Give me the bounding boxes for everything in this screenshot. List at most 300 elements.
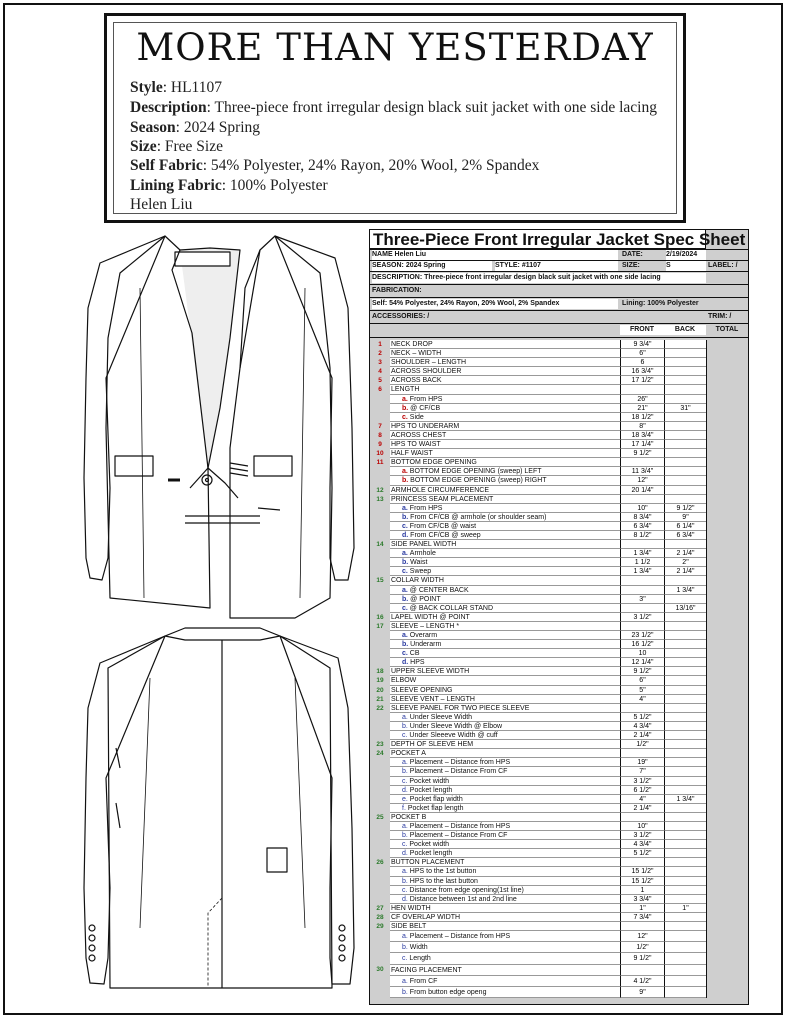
spec-row xyxy=(370,713,748,722)
row-back-value xyxy=(664,987,706,998)
row-front-value xyxy=(620,604,664,613)
row-front-value: 12" xyxy=(620,931,664,942)
row-description: ARMHOLE CIRCUMFERENCE xyxy=(390,486,620,495)
row-total-value xyxy=(706,540,748,549)
row-number: 21 xyxy=(370,695,390,704)
row-description: b. BOTTOM EDGE OPENING (sweep) RIGHT xyxy=(390,476,620,485)
spec-row xyxy=(370,413,748,422)
back-jacket-sketch xyxy=(84,628,354,988)
row-front-value xyxy=(620,540,664,549)
row-number xyxy=(370,867,390,876)
row-front-value: 20 1/4" xyxy=(620,486,664,495)
row-description: c. Distance from edge opening(1st line) xyxy=(390,886,620,895)
row-back-value xyxy=(664,804,706,813)
col-total: TOTAL xyxy=(715,326,739,333)
row-total-value xyxy=(706,953,748,964)
row-total-value xyxy=(706,822,748,831)
row-front-value: 8" xyxy=(620,422,664,431)
spec-row xyxy=(370,540,748,549)
row-description: f. Pocket flap length xyxy=(390,804,620,813)
row-number: 30 xyxy=(370,965,390,976)
row-front-value: 4 1/2" xyxy=(620,976,664,987)
row-description: DEPTH OF SLEEVE HEM xyxy=(390,740,620,749)
size-line: Size: Free Size xyxy=(130,138,223,155)
row-number xyxy=(370,604,390,613)
spec-row xyxy=(370,395,748,404)
row-front-value: 1 3/4" xyxy=(620,567,664,576)
row-total-value xyxy=(706,367,748,376)
row-number xyxy=(370,804,390,813)
spec-row xyxy=(370,558,748,567)
spec-row xyxy=(370,495,748,504)
row-number: 10 xyxy=(370,449,390,458)
row-description: SIDE BELT xyxy=(390,922,620,931)
row-description: a. BOTTOM EDGE OPENING (sweep) LEFT xyxy=(390,467,620,476)
spec-description: DESCRIPTION: Three-piece front irregular design black suit jacket with one side lacing xyxy=(372,273,706,283)
row-total-value xyxy=(706,649,748,658)
row-front-value: 9 3/4" xyxy=(620,340,664,349)
spec-row xyxy=(370,922,748,931)
row-total-value xyxy=(706,758,748,767)
row-back-value xyxy=(664,953,706,964)
spec-row xyxy=(370,849,748,858)
row-number xyxy=(370,504,390,513)
row-back-value xyxy=(664,813,706,822)
row-number: 2 xyxy=(370,349,390,358)
spec-row xyxy=(370,595,748,604)
row-description: ELBOW xyxy=(390,676,620,685)
spec-row xyxy=(370,549,748,558)
row-number xyxy=(370,786,390,795)
row-total-value xyxy=(706,731,748,740)
spec-date: 2/19/2024 xyxy=(666,250,706,260)
spec-row xyxy=(370,631,748,640)
row-back-value xyxy=(664,640,706,649)
row-front-value: 4 3/4" xyxy=(620,840,664,849)
row-front-value: 8 1/2" xyxy=(620,531,664,540)
row-total-value xyxy=(706,395,748,404)
row-back-value xyxy=(664,686,706,695)
brand-title: MORE THAN YESTERDAY xyxy=(136,26,654,69)
spec-name: NAME Helen Liu xyxy=(372,250,618,260)
spec-row xyxy=(370,942,748,953)
row-number xyxy=(370,840,390,849)
row-number xyxy=(370,758,390,767)
row-number xyxy=(370,404,390,413)
spec-row xyxy=(370,340,748,349)
row-number: 13 xyxy=(370,495,390,504)
row-description: UPPER SLEEVE WIDTH xyxy=(390,667,620,676)
spec-row xyxy=(370,813,748,822)
row-total-value xyxy=(706,613,748,622)
row-number xyxy=(370,886,390,895)
row-back-value xyxy=(664,722,706,731)
spec-row xyxy=(370,987,748,998)
row-description: HALF WAIST xyxy=(390,449,620,458)
row-total-value xyxy=(706,965,748,976)
lining-fabric-line: Lining Fabric: 100% Polyester xyxy=(130,177,328,194)
row-front-value: 16 1/2" xyxy=(620,640,664,649)
row-number: 8 xyxy=(370,431,390,440)
row-total-value xyxy=(706,676,748,685)
row-total-value xyxy=(706,722,748,731)
row-total-value xyxy=(706,476,748,485)
row-number xyxy=(370,395,390,404)
row-back-value xyxy=(664,840,706,849)
row-back-value: 9" xyxy=(664,513,706,522)
spec-row xyxy=(370,531,748,540)
row-front-value: 18 1/2" xyxy=(620,413,664,422)
row-total-value xyxy=(706,431,748,440)
row-back-value xyxy=(664,431,706,440)
spec-row xyxy=(370,458,748,467)
row-front-value: 3 3/4" xyxy=(620,895,664,904)
spec-row xyxy=(370,358,748,367)
row-description: b. @ POINT xyxy=(390,595,620,604)
row-description: ACROSS CHEST xyxy=(390,431,620,440)
spec-row xyxy=(370,695,748,704)
row-front-value: 6 3/4" xyxy=(620,522,664,531)
row-back-value: 6 3/4" xyxy=(664,531,706,540)
row-front-value: 2 1/4" xyxy=(620,731,664,740)
row-number xyxy=(370,413,390,422)
spec-row xyxy=(370,649,748,658)
row-total-value xyxy=(706,349,748,358)
row-number xyxy=(370,767,390,776)
row-description: c. Length xyxy=(390,953,620,964)
row-description: c. @ BACK COLLAR STAND xyxy=(390,604,620,613)
row-total-value xyxy=(706,640,748,649)
row-front-value: 10" xyxy=(620,822,664,831)
row-total-value xyxy=(706,622,748,631)
spec-fabrication: FABRICATION: xyxy=(372,287,422,294)
row-description: SLEEVE OPENING xyxy=(390,686,620,695)
row-back-value xyxy=(664,458,706,467)
row-front-value: 10 xyxy=(620,649,664,658)
row-total-value xyxy=(706,458,748,467)
spec-row xyxy=(370,513,748,522)
spec-row xyxy=(370,586,748,595)
row-description: a. Placement – Distance from HPS xyxy=(390,931,620,942)
row-total-value xyxy=(706,495,748,504)
row-front-value xyxy=(620,922,664,931)
row-number xyxy=(370,476,390,485)
row-front-value: 11 3/4" xyxy=(620,467,664,476)
spec-row xyxy=(370,385,748,394)
row-front-value: 7" xyxy=(620,767,664,776)
row-total-value xyxy=(706,795,748,804)
spec-row xyxy=(370,658,748,667)
row-back-value xyxy=(664,867,706,876)
spec-row xyxy=(370,376,748,385)
spec-row xyxy=(370,831,748,840)
spec-row xyxy=(370,440,748,449)
row-number xyxy=(370,731,390,740)
row-front-value xyxy=(620,622,664,631)
row-front-value xyxy=(620,576,664,585)
row-number xyxy=(370,822,390,831)
row-back-value xyxy=(664,467,706,476)
spec-self-fabric: Self: 54% Polyester, 24% Rayon, 20% Wool, 2% Spandex xyxy=(372,299,618,309)
row-front-value: 4 3/4" xyxy=(620,722,664,731)
spec-row xyxy=(370,731,748,740)
row-back-value xyxy=(664,495,706,504)
row-number xyxy=(370,713,390,722)
row-total-value xyxy=(706,631,748,640)
row-front-value xyxy=(620,813,664,822)
spec-row xyxy=(370,767,748,776)
row-description: LENGTH xyxy=(390,385,620,394)
row-front-value: 6" xyxy=(620,676,664,685)
row-front-value: 3 1/2" xyxy=(620,777,664,786)
row-total-value xyxy=(706,522,748,531)
row-front-value xyxy=(620,749,664,758)
style-line: Style: HL1107 xyxy=(130,79,222,96)
row-description: b. Placement – Distance From CF xyxy=(390,831,620,840)
row-total-value xyxy=(706,413,748,422)
row-description: b. From CF/CB @ armhole (or shoulder seam) xyxy=(390,513,620,522)
spec-row xyxy=(370,704,748,713)
row-front-value: 1 3/4" xyxy=(620,549,664,558)
row-description: d. Distance between 1st and 2nd line xyxy=(390,895,620,904)
row-number: 4 xyxy=(370,367,390,376)
row-number xyxy=(370,942,390,953)
row-back-value xyxy=(664,376,706,385)
row-back-value xyxy=(664,913,706,922)
row-back-value xyxy=(664,895,706,904)
row-front-value: 17 1/4" xyxy=(620,440,664,449)
row-number xyxy=(370,877,390,886)
row-description: HEN WIDTH xyxy=(390,904,620,913)
row-back-value xyxy=(664,540,706,549)
spec-row xyxy=(370,758,748,767)
row-description: c. Pocket width xyxy=(390,777,620,786)
row-total-value xyxy=(706,786,748,795)
row-back-value xyxy=(664,576,706,585)
row-total-value xyxy=(706,858,748,867)
spec-row xyxy=(370,449,748,458)
row-total-value xyxy=(706,913,748,922)
spec-rows xyxy=(370,340,748,998)
row-total-value xyxy=(706,867,748,876)
row-back-value xyxy=(664,449,706,458)
row-front-value: 12 1/4" xyxy=(620,658,664,667)
row-number xyxy=(370,722,390,731)
row-description: d. From CF/CB @ sweep xyxy=(390,531,620,540)
row-total-value xyxy=(706,404,748,413)
row-number xyxy=(370,531,390,540)
spec-row xyxy=(370,904,748,913)
spec-label: LABEL: / xyxy=(708,262,738,269)
row-total-value xyxy=(706,777,748,786)
row-number xyxy=(370,931,390,942)
row-back-value xyxy=(664,440,706,449)
row-total-value xyxy=(706,804,748,813)
row-number xyxy=(370,976,390,987)
row-description: d. Pocket length xyxy=(390,786,620,795)
spec-row xyxy=(370,504,748,513)
neck-label xyxy=(175,252,230,266)
row-description: POCKET A xyxy=(390,749,620,758)
row-description: a. From CF xyxy=(390,976,620,987)
row-back-value xyxy=(664,777,706,786)
row-number: 28 xyxy=(370,913,390,922)
row-number xyxy=(370,649,390,658)
row-number xyxy=(370,513,390,522)
row-total-value xyxy=(706,942,748,953)
row-number: 16 xyxy=(370,613,390,622)
row-number: 5 xyxy=(370,376,390,385)
row-number xyxy=(370,831,390,840)
row-front-value: 21" xyxy=(620,404,664,413)
spec-sheet xyxy=(369,229,749,1005)
row-description: b. Under Sleeve Width @ Elbow xyxy=(390,722,620,731)
row-back-value: 1" xyxy=(664,904,706,913)
row-description: NECK – WIDTH xyxy=(390,349,620,358)
row-front-value: 17 1/2" xyxy=(620,376,664,385)
row-front-value xyxy=(620,704,664,713)
row-description: b. Placement – Distance From CF xyxy=(390,767,620,776)
row-total-value xyxy=(706,976,748,987)
row-description: d. HPS xyxy=(390,658,620,667)
row-description: FACING PLACEMENT xyxy=(390,965,620,976)
row-back-value xyxy=(664,358,706,367)
row-back-value: 6 1/4" xyxy=(664,522,706,531)
row-total-value xyxy=(706,567,748,576)
row-total-value xyxy=(706,886,748,895)
row-front-value: 1 xyxy=(620,886,664,895)
row-number xyxy=(370,549,390,558)
row-total-value xyxy=(706,531,748,540)
row-number: 19 xyxy=(370,676,390,685)
row-back-value: 2" xyxy=(664,558,706,567)
row-number: 6 xyxy=(370,385,390,394)
row-front-value: 18 3/4" xyxy=(620,431,664,440)
row-description: b. From button edge openg xyxy=(390,987,620,998)
row-back-value xyxy=(664,676,706,685)
row-back-value xyxy=(664,831,706,840)
spec-row xyxy=(370,858,748,867)
row-description: HPS TO WAIST xyxy=(390,440,620,449)
row-total-value xyxy=(706,704,748,713)
spec-row xyxy=(370,913,748,922)
spec-size: S xyxy=(666,261,706,271)
row-back-value: 2 1/4" xyxy=(664,549,706,558)
row-number: 9 xyxy=(370,440,390,449)
row-front-value xyxy=(620,586,664,595)
row-front-value: 7 3/4" xyxy=(620,913,664,922)
spec-row xyxy=(370,604,748,613)
row-total-value xyxy=(706,358,748,367)
row-description: PRINCESS SEAM PLACEMENT xyxy=(390,495,620,504)
row-back-value: 1 3/4" xyxy=(664,795,706,804)
row-number xyxy=(370,558,390,567)
row-number: 27 xyxy=(370,904,390,913)
row-front-value: 3" xyxy=(620,595,664,604)
row-description: e. Pocket flap width xyxy=(390,795,620,804)
row-description: a. @ CENTER BACK xyxy=(390,586,620,595)
row-number: 26 xyxy=(370,858,390,867)
row-description: a. Placement – Distance from HPS xyxy=(390,822,620,831)
spec-row xyxy=(370,804,748,813)
row-total-value xyxy=(706,340,748,349)
row-description: b. @ CF/CB xyxy=(390,404,620,413)
spec-season: SEASON: 2024 Spring xyxy=(372,261,492,271)
spec-row xyxy=(370,522,748,531)
row-back-value xyxy=(664,658,706,667)
row-number xyxy=(370,586,390,595)
row-front-value: 26" xyxy=(620,395,664,404)
row-total-value xyxy=(706,586,748,595)
row-back-value xyxy=(664,731,706,740)
row-back-value xyxy=(664,786,706,795)
row-front-value: 3 1/2" xyxy=(620,831,664,840)
row-front-value: 5" xyxy=(620,686,664,695)
row-description: c. Under Sleeeve Width @ cuff xyxy=(390,731,620,740)
row-front-value: 9 1/2" xyxy=(620,667,664,676)
row-number xyxy=(370,987,390,998)
spec-size-label: SIZE: xyxy=(622,262,640,269)
row-number: 23 xyxy=(370,740,390,749)
spec-row xyxy=(370,613,748,622)
spec-row xyxy=(370,840,748,849)
spec-row xyxy=(370,777,748,786)
row-description: COLLAR WIDTH xyxy=(390,576,620,585)
row-back-value xyxy=(664,713,706,722)
row-description: NECK DROP xyxy=(390,340,620,349)
row-front-value: 16 3/4" xyxy=(620,367,664,376)
row-back-value xyxy=(664,476,706,485)
row-back-value xyxy=(664,340,706,349)
spec-row xyxy=(370,486,748,495)
row-total-value xyxy=(706,376,748,385)
row-description: a. Placement – Distance from HPS xyxy=(390,758,620,767)
row-number: 12 xyxy=(370,486,390,495)
row-back-value xyxy=(664,976,706,987)
row-description: SLEEVE PANEL FOR TWO PIECE SLEEVE xyxy=(390,704,620,713)
row-total-value xyxy=(706,513,748,522)
row-front-value: 12" xyxy=(620,476,664,485)
row-number: 7 xyxy=(370,422,390,431)
row-front-value xyxy=(620,385,664,394)
row-number: 14 xyxy=(370,540,390,549)
description-line: Description: Three-piece front irregular design black suit jacket with one side lacing xyxy=(130,99,657,116)
row-front-value: 6 1/2" xyxy=(620,786,664,795)
row-number xyxy=(370,895,390,904)
row-back-value: 1 3/4" xyxy=(664,586,706,595)
row-number: 25 xyxy=(370,813,390,822)
row-total-value xyxy=(706,467,748,476)
spec-trim: TRIM: / xyxy=(708,313,732,320)
spec-row xyxy=(370,422,748,431)
row-number xyxy=(370,953,390,964)
spec-row xyxy=(370,667,748,676)
row-front-value: 10" xyxy=(620,504,664,513)
row-description: c. CB xyxy=(390,649,620,658)
spec-row xyxy=(370,931,748,942)
spec-row xyxy=(370,476,748,485)
row-total-value xyxy=(706,831,748,840)
row-total-value xyxy=(706,422,748,431)
row-back-value xyxy=(664,877,706,886)
row-back-value xyxy=(664,922,706,931)
row-front-value: 5 1/2" xyxy=(620,849,664,858)
row-description: d. Pocket length xyxy=(390,849,620,858)
row-back-value: 31" xyxy=(664,404,706,413)
row-back-value xyxy=(664,965,706,976)
row-number: 17 xyxy=(370,622,390,631)
row-description: b. Underarm xyxy=(390,640,620,649)
